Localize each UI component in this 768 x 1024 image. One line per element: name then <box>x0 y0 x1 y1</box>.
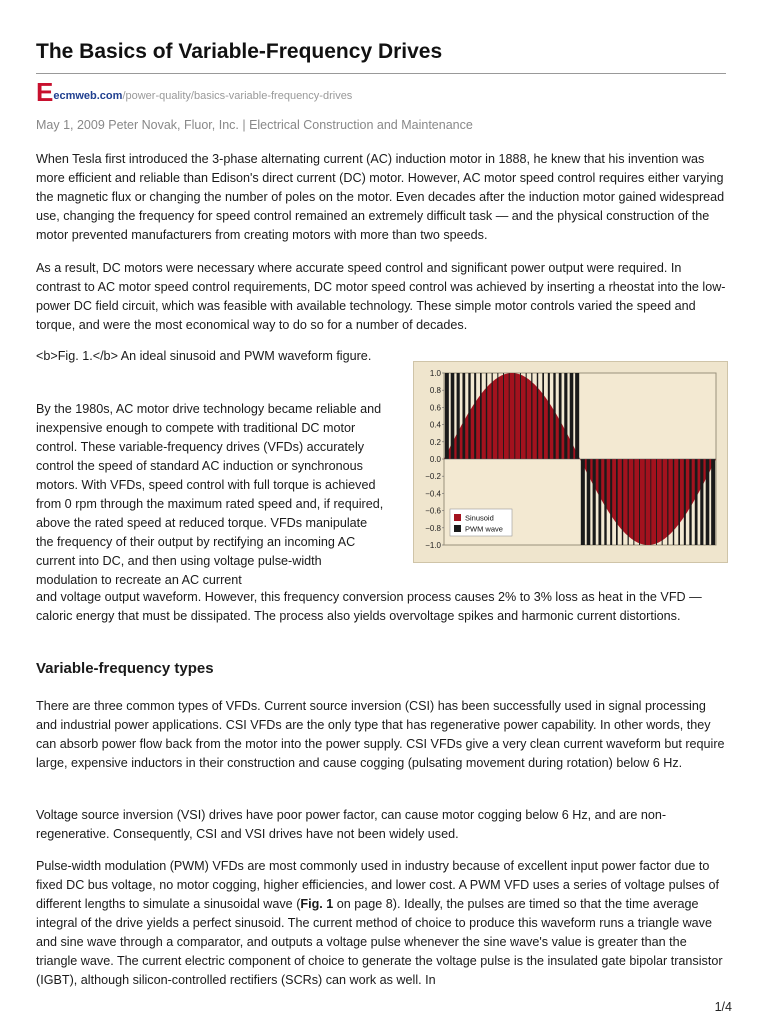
pwm-pulse <box>559 373 562 459</box>
pwm-pulse <box>662 459 663 545</box>
pwm-pulse <box>711 459 715 545</box>
pwm-pulse <box>633 459 634 545</box>
y-tick-label: −0.6 <box>425 506 441 516</box>
figure-reference-link[interactable]: Fig. 1 <box>300 897 334 911</box>
pwm-pulse <box>570 373 574 459</box>
pwm-pulse <box>575 373 579 459</box>
waveform-chart-svg <box>414 362 727 562</box>
pwm-pulse <box>622 459 623 545</box>
pwm-pulse <box>514 373 515 459</box>
pwm-pulse <box>537 373 538 459</box>
pwm-pulse <box>639 459 640 545</box>
source-line <box>36 77 353 107</box>
pwm-pulse <box>509 373 510 459</box>
ecm-logo-icon: E <box>36 77 53 107</box>
pwm-pulse <box>451 373 455 459</box>
page-number: 1/4 <box>714 1000 732 1014</box>
pwm-pulse <box>503 373 504 459</box>
pwm-pulse <box>673 459 674 545</box>
pwm-pulse <box>486 373 487 459</box>
pwm-pulse <box>587 459 591 545</box>
pwm-pulse <box>542 373 544 459</box>
pwm-pulse <box>628 459 629 545</box>
paragraph-6-part-b: on page 8). Ideally, the pulses are timed so that the time average integral of the drive yields a perfect sinusoid. The current method of choice to produce this waveform runs a triangle wave and sine wave through a comparator, and outputs a voltage pulse whenever the sine wave's value is greater than the triangle wave. The current electric component of choice to generate the voltage pulse is the insulated gate bipolar transistor (IGBT), although silicon-controlled rectifiers (SCRs) can work as well. In <box>36 897 723 987</box>
pwm-pulse <box>645 459 646 545</box>
y-tick-label: −0.2 <box>425 472 441 482</box>
pwm-pulse <box>684 459 686 545</box>
pwm-pulse <box>678 459 680 545</box>
pwm-pulse <box>650 459 651 545</box>
paragraph-3-continued: and voltage output waveform. However, this frequency conversion process causes 2% to 3% loss as heat in the VFD — caloric energy that must be dissipated. The process also yields overvoltage spikes and harmonic current distortions. <box>36 590 702 623</box>
pwm-pulse <box>598 459 601 545</box>
paragraph-6-part-a: Pulse-width modulation (PWM) VFDs are most commonly used in industry because of excellent input power factor due to fixed DC bus voltage, no motor cogging, higher efficiencies, and lower cost. A PWM VFD uses a series of voltage pulses of different lengths to simulate a sinusoidal wave ( <box>36 859 719 911</box>
pwm-pulse <box>610 459 612 545</box>
y-tick-label: 0.4 <box>429 420 441 430</box>
pwm-pulse <box>616 459 618 545</box>
figure-caption: <b>Fig. 1.</b> An ideal sinusoid and PWM waveform figure. <box>36 349 372 363</box>
pwm-pulse <box>531 373 532 459</box>
pwm-pulse <box>548 373 550 459</box>
legend-swatch <box>454 525 461 532</box>
figure-1-chart <box>413 361 728 563</box>
pwm-pulse <box>520 373 521 459</box>
source-path-link[interactable]: /power-quality/basics-variable-frequency-drives <box>122 90 353 102</box>
pwm-pulse <box>695 459 698 545</box>
pwm-pulse <box>492 373 493 459</box>
section-heading: Variable-frequency types <box>36 660 214 677</box>
paragraph-6 <box>36 857 726 990</box>
legend-label: PWM wave <box>465 524 503 534</box>
y-tick-label: 0.0 <box>429 455 441 464</box>
pwm-pulse <box>593 459 596 545</box>
pwm-pulse <box>474 373 476 459</box>
page-title: The Basics of Variable-Frequency Drives <box>36 40 443 63</box>
pwm-pulse <box>581 459 585 545</box>
pwm-pulse <box>604 459 606 545</box>
y-tick-label: −0.8 <box>425 523 441 533</box>
pwm-pulse <box>445 373 449 459</box>
y-tick-label: −1.0 <box>425 541 441 550</box>
pwm-pulse <box>553 373 555 459</box>
pwm-pulse <box>564 373 567 459</box>
pwm-pulse <box>526 373 527 459</box>
y-tick-label: 0.8 <box>429 386 441 396</box>
pwm-pulse <box>667 459 668 545</box>
y-tick-label: 0.2 <box>429 437 441 447</box>
pwm-pulse <box>457 373 460 459</box>
chart-legend <box>450 509 512 536</box>
paragraph-3-wrapped: By the 1980s, AC motor drive technology became reliable and inexpensive enough to compete with traditional DC motor control. These variable-frequency drives (VFDs) accurately control the speed of standard AC induction or synchronous motors. With VFDs, speed control with full torque is achieved from 0 rpm through the maximum rated speed and, if required, above the rated speed at reduced torque. VFDs manipulate the frequency of their output by rectifying an incoming AC current into DC, and then using voltage pulse-width modulation to recreate an AC current <box>36 402 384 587</box>
legend-label: Sinusoid <box>465 513 494 523</box>
paragraph-4: There are three common types of VFDs. Current source inversion (CSI) has been successfully used in signal processing and industrial power applications. CSI VFDs are the only type that has regenerative power capability. In other words, they can absorb power flow back from the motor into the power supply. CSI VFDs give a very clean current waveform but require large, expensive inductors in their construction and cause cogging (pulsating movement during rotation) below 6 Hz. <box>36 699 725 770</box>
pwm-pulse <box>497 373 498 459</box>
y-tick-label: 0.6 <box>429 403 441 413</box>
legend-swatch <box>454 514 461 521</box>
y-tick-label: 1.0 <box>429 369 441 378</box>
pwm-pulse <box>700 459 703 545</box>
pwm-pulse <box>656 459 657 545</box>
pwm-pulse <box>468 373 470 459</box>
paragraph-1: When Tesla first introduced the 3-phase alternating current (AC) induction motor in 1888, he knew that his invention was more efficient and reliable than Edison's direct current (DC) motor. However, AC motor speed control requires either varying the magnetic flux or changing the number of poles on the motor. Even decades after the induction motor gained widespread use, changing the frequency for speed control remained an extremely difficult task — and the physical construction of the motor prevented manufacturers from creating motors with more than two speeds. <box>36 152 725 242</box>
source-domain-link[interactable]: ecmweb.com <box>53 90 123 102</box>
pwm-pulse <box>462 373 465 459</box>
paragraph-5: Voltage source inversion (VSI) drives have poor power factor, can cause motor cogging below 6 Hz, and are non-regenerative. Consequently, CSI and VSI drives have not been widely used. <box>36 808 667 841</box>
pwm-pulse <box>480 373 482 459</box>
y-tick-label: −0.4 <box>425 489 441 499</box>
pwm-pulse <box>706 459 710 545</box>
paragraph-2: As a result, DC motors were necessary where accurate speed control and significant power output were required. In contrast to AC motor speed control requirements, DC motor speed control was achieved by inserting a rheostat into the low-power DC field circuit, which was feasible with available technology. These simple motor controls varied the speed and torque, and were the most economical way to do so for a number of decades. <box>36 261 726 332</box>
title-divider <box>36 73 726 74</box>
article-meta: May 1, 2009 Peter Novak, Fluor, Inc. | Electrical Construction and Maintenance <box>36 118 473 132</box>
pwm-pulse <box>689 459 691 545</box>
